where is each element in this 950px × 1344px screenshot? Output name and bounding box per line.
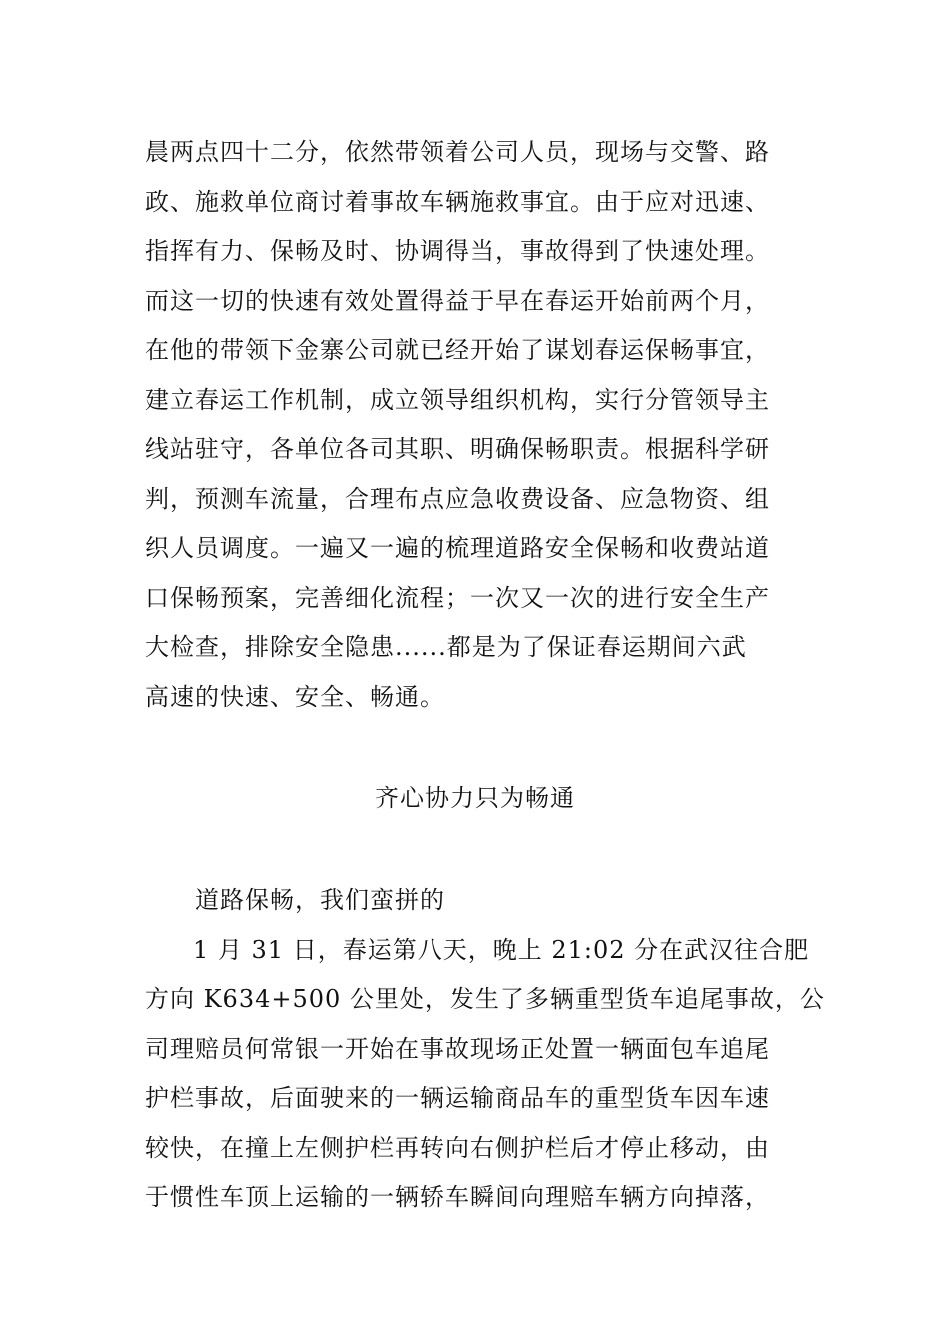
text-line: 1 月 31 日，春运第八天，晚上 21:02 分在武汉往合肥 — [193, 935, 810, 964]
text-line: 司理赔员何常银一开始在事故现场正处置一辆面包车追尾 — [145, 1034, 770, 1063]
text-line: 织人员调度。一遍又一遍的梳理道路安全保畅和收费站道 — [145, 534, 770, 562]
text-line: 高速的快速、安全、畅通。 — [145, 682, 445, 711]
body-paragraph — [145, 128, 835, 722]
text-line: 建立春运工作机制，成立领导组织机构，实行分管领导主 — [145, 385, 770, 414]
text-line: 判，预测车流量，合理布点应急收费设备、应急物资、组 — [145, 484, 770, 513]
text-line: 在他的带领下金寨公司就已经开始了谋划春运保畅事宜， — [145, 336, 770, 364]
text-line: 晨两点四十二分，依然带领着公司人员，现场与交警、路 — [145, 138, 770, 166]
text-line: 政、施救单位商讨着事故车辆施救事宜。由于应对迅速、 — [145, 187, 770, 216]
text-line: 于惯性车顶上运输的一辆轿车瞬间向理赔车辆方向掉落， — [145, 1183, 770, 1211]
subheading-line: 道路保畅，我们蛮拼的 — [195, 886, 445, 914]
text-line: 护栏事故，后面驶来的一辆运输商品车的重型货车因车速 — [145, 1084, 770, 1112]
text-line: 方向 K634+500 公里处，发生了多辆重型货车追尾事故，公 — [145, 985, 825, 1013]
text-line: 而这一切的快速有效处置得益于早在春运开始前两个月， — [145, 286, 770, 315]
text-line: 指挥有力、保畅及时、协调得当，事故得到了快速处理。 — [145, 237, 770, 265]
text-line: 较快，在撞上左侧护栏再转向右侧护栏后才停止移动，由 — [145, 1133, 770, 1162]
body-paragraph — [145, 876, 835, 1223]
section-heading: 齐心协力只为畅通 — [375, 784, 575, 812]
text-line: 线站驻守，各单位各司其职、明确保畅职责。根据科学研 — [145, 435, 770, 463]
text-line: 口保畅预案，完善细化流程；一次又一次的进行安全生产 — [145, 583, 770, 612]
text-line: 大检查，排除安全隐患......都是为了保证春运期间六武 — [145, 633, 747, 661]
